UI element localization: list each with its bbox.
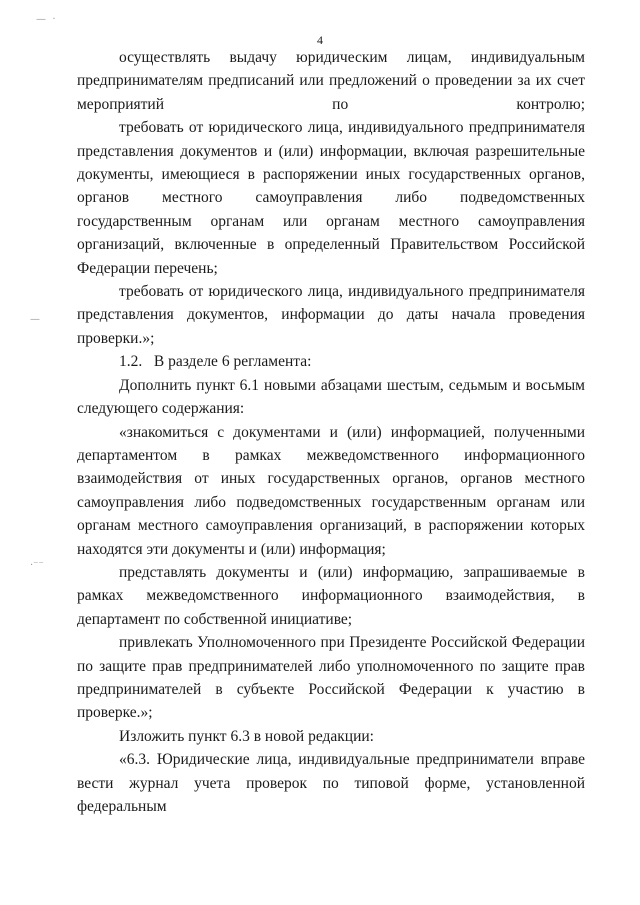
scan-mark-lower: ·⁻⁻ (30, 560, 44, 571)
scan-mark-top: — · (36, 14, 56, 25)
paragraph-3: требовать от юридического лица, индивидуального предпринимателя представления документов, информации до даты начала проведения проверки.»; (77, 283, 585, 347)
paragraph-7: представлять документы и (или) информацию, запрашиваемые в рамках межведомственного информационного взаимодействия, в департамент по собственной инициативе; (77, 563, 585, 628)
document-body (77, 46, 585, 818)
paragraph-8: привлекать Уполномоченного при Президенте Российской Федерации по защите прав предпринимателей либо уполномоченного по защите прав предпринимателей в субъекте Российской Федерации к участию в проверке.»; (77, 634, 585, 722)
paragraph-2: требовать от юридического лица, индивидуального предпринимателя представления документов и (или) информации, включая разрешительные документы, имеющиеся в распоряжении иных государственных органов, органов местного самоуправления либо подведомственных государственным органам или органам местного самоуправления организаций, включенные в определенный Правительством Российской Федерации перечень; (77, 119, 585, 277)
scan-mark-middle: — (30, 314, 40, 325)
paragraph-9: Изложить пункт 6.3 в новой редакции: (119, 727, 374, 745)
paragraph-10: «6.3. Юридические лица, индивидуальные предприниматели вправе вести журнал учета проверок по типовой форме, установленной федеральным (77, 751, 585, 815)
page-number: 4 (317, 33, 323, 47)
paragraph-1: осуществлять выдачу юридическим лицам, индивидуальным предпринимателям предписаний или предложений о проведении за их счет мероприятий по контролю; (77, 49, 585, 113)
paragraph-6: «знакомиться с документами и (или) информацией, полученными департаментом в рамках межведомственного информационного взаимодействия от иных государственных органов, органов местного самоуправления либо подведомственных государственным органам или органам местного самоуправления организаций, в распоряжении которых находятся эти документы и (или) информация; (77, 423, 585, 558)
section-heading-1-2: 1.2. В разделе 6 регламента: (119, 353, 312, 371)
paragraph-5: Дополнить пункт 6.1 новыми абзацами шестым, седьмым и восьмым следующего содержания: (77, 376, 585, 418)
